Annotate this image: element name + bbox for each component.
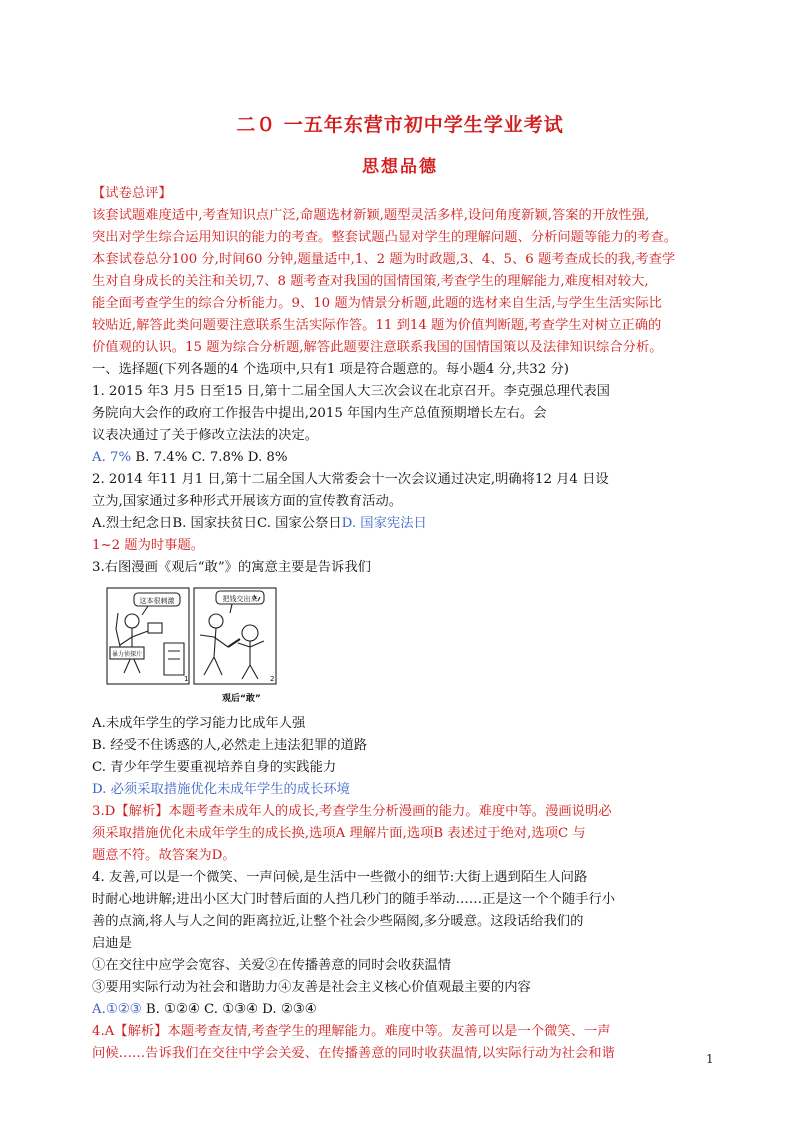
- comic-bubble-right-text: 把钱交出来: [222, 595, 258, 603]
- question-1-line: 务院向大会作的政府工作报告中提出,2015 年国内生产总值预期增长左右。会: [92, 406, 547, 421]
- review-line: 能全面考查学生的综合分析能力。9、10 题为情景分析题,此题的选材来自生活,与学生生活实际比: [92, 296, 662, 311]
- question-4-line: 善的点滴,将人与人之间的距离拉近,让整个社会少些隔阂,多分暖意。这段话给我们的: [92, 914, 584, 929]
- question-3-analysis: 3.D【解析】本题考查未成年人的成长,考查学生分析漫画的能力。难度中等。漫画说明必: [92, 804, 612, 819]
- comic-panel-2-number: 2: [270, 675, 275, 683]
- review-line: 该套试题难度适中,考查知识点广泛,命题选材新颖,题型灵活多样,设问角度新颖,答案的开放性强,: [92, 208, 650, 223]
- question-4-line: 时耐心地讲解;进出小区大门时替后面的人挡几秒门的随手举动……正是这一个个随手行小: [92, 892, 616, 907]
- comic-figure-victim: [242, 625, 258, 641]
- comic-drawing: [104, 585, 280, 707]
- question-4-line: 启迪是: [92, 936, 132, 951]
- review-heading: 【试卷总评】: [92, 186, 172, 201]
- comic-box-label: 暴力侦探片: [111, 651, 143, 658]
- section-heading: 一、选择题(下列各题的4 个选项中,只有1 项是符合题意的。每小题4 分,共32 分): [92, 362, 569, 377]
- question-2-answer: D. 国家宪法日: [341, 516, 427, 531]
- question-3-answer: D. 必须采取措施优化未成年学生的成长环境: [92, 782, 350, 797]
- question-4-line: ③要用实际行动为社会和谐助力④友善是社会主义核心价值观最主要的内容: [92, 980, 531, 995]
- question-1-other-options: B. 7.4% C. 7.8% D. 8%: [131, 450, 288, 465]
- question-4-answer: A.①②③: [92, 1002, 142, 1017]
- question-3-analysis: 题意不符。故答案为D。: [92, 848, 236, 863]
- review-line: 生对自身成长的关注和关切,7、8 题考查对我国的国情国策,考查学生的理解能力,难度相对较大,: [92, 274, 649, 289]
- question-2-line: 2. 2014 年11 月1 日,第十二届全国人大常委会十一次会议通过决定,明确将12 月4 日设: [92, 472, 609, 487]
- comic-panel-1-number: 1: [184, 675, 189, 683]
- question-1-answer: A. 7%: [92, 450, 132, 465]
- question-3-analysis: 须采取措施优化未成年学生的成长换,选项A 理解片面,选项B 表述过于绝对,选项C 与: [92, 826, 586, 841]
- comic-caption: 观后“敢”: [222, 694, 261, 704]
- question-2-options: [92, 513, 720, 535]
- review-line: 本套试卷总分100 分,时间60 分钟,题量适中,1、2 题为时政题,3、4、5、6 题考查成长的我,考查学: [92, 252, 676, 267]
- comic-figure-boy: [125, 614, 139, 628]
- question-4-line: 4. 友善,可以是一个微笑、一声问候,是生活中一些微小的细节:大街上遇到陌生人问路: [92, 870, 588, 885]
- question-3-stem: 3.右图漫画《观后“敢”》的寓意主要是告诉我们: [92, 560, 371, 575]
- question-1-line: 1. 2015 年3 月5 日至15 日,第十二届全国人大三次会议在北京召开。李克强总理代表国: [92, 384, 610, 399]
- question-4-line: ①在交往中应学会宽容、关爱②在传播善意的同时会收获温情: [92, 958, 452, 973]
- exam-title: 二０ 一五年东营市初中学生学业考试: [236, 114, 564, 136]
- review-line: 较贴近,解答此类问题要注意联系生活实际作答。11 到14 题为价值判断题,考查学生对树立正确的: [92, 318, 662, 333]
- comic-illustration: [104, 585, 280, 707]
- question-2-other-options: A.烈士纪念日B. 国家扶贫日C. 国家公祭日: [92, 516, 342, 531]
- question-2-line: 立为,国家通过多种形式开展该方面的宣传教育活动。: [92, 494, 403, 509]
- exam-subject: 思想品德: [362, 157, 438, 177]
- question-1-options: [92, 447, 720, 469]
- question-1-line: 议表决通过了关于修改立法法的决定。: [92, 428, 319, 443]
- question-3-option: A.未成年学生的学习能力比成年人强: [92, 716, 306, 731]
- question-3-option: C. 青少年学生要重视培养自身的实践能力: [92, 760, 337, 775]
- page-number: 1: [706, 1052, 714, 1066]
- question-4-analysis: 问候……告诉我们在交往中学会关爱、在传播善意的同时收获温情,以实际行动为社会和谐: [92, 1046, 615, 1061]
- question-4-other-options: B. ①②④ C. ①③④ D. ②③④: [141, 1002, 317, 1017]
- question-3-option: B. 经受不住诱惑的人,必然走上违法犯罪的道路: [92, 738, 368, 753]
- question-4-options: [92, 999, 720, 1021]
- review-line: 突出对学生综合运用知识的能力的考查。整套试题凸显对学生的理解问题、分析问题等能力的考查。: [92, 230, 678, 245]
- document-body: [92, 183, 720, 1065]
- comic-bubble-left-text: 这本很刺激: [139, 597, 175, 605]
- review-line: 价值观的认识。15 题为综合分析题,解答此题要注意联系我国的国情国策以及法律知识综合分析。: [92, 340, 663, 355]
- question-4-analysis: 4.A【解析】本题考查友情,考查学生的理解能力。难度中等。友善可以是一个微笑、一声: [92, 1024, 611, 1039]
- question-2-note: 1~2 题为时事题。: [92, 538, 205, 553]
